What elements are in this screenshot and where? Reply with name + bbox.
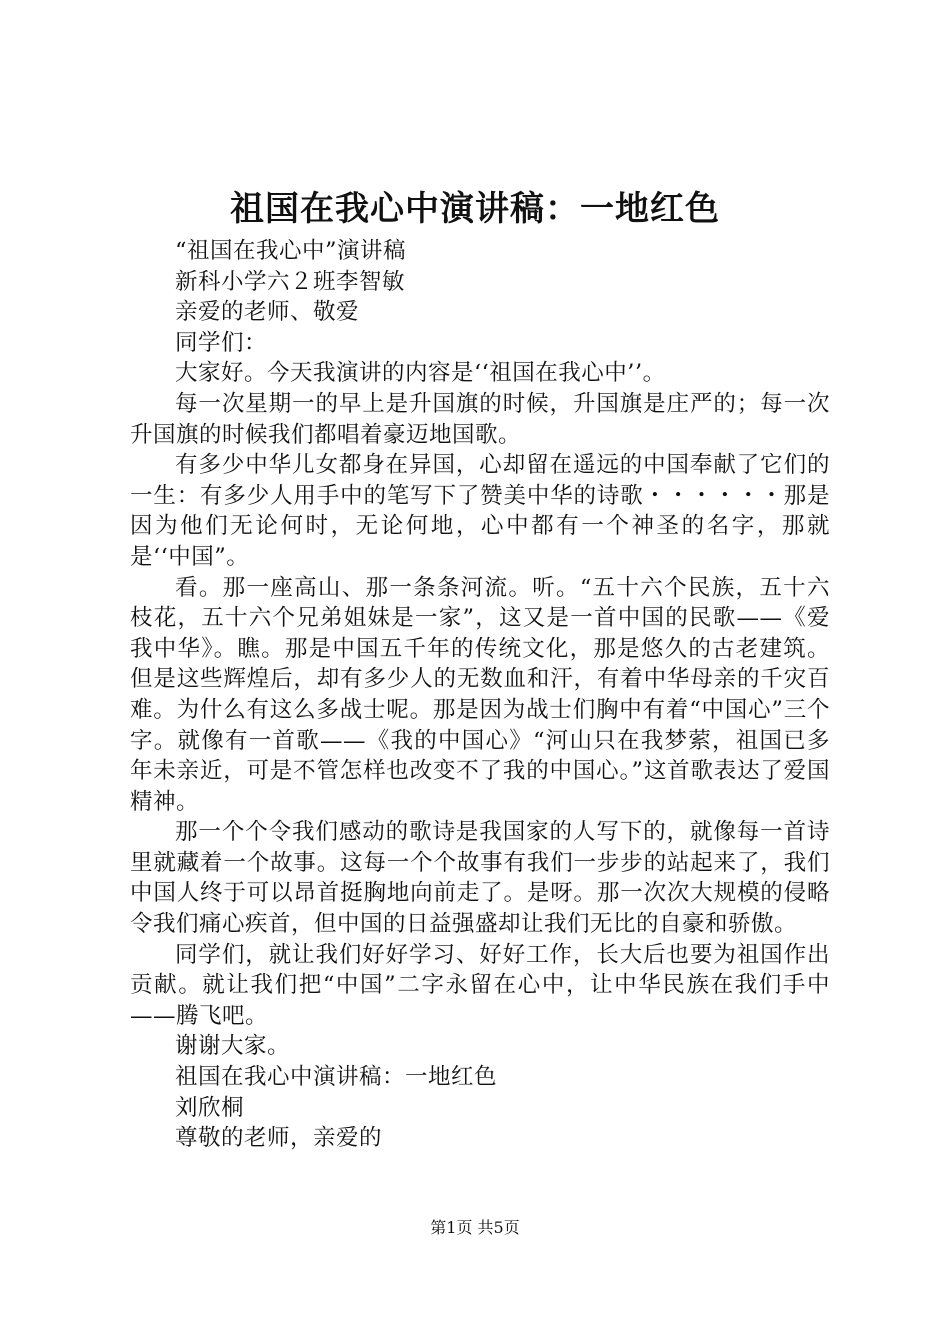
paragraph: 每一次星期一的早上是升国旗的时候，升国旗是庄严的；每一次升国旗的时候我们都唱着豪迈地国歌。: [130, 390, 830, 448]
paragraph: 亲爱的老师、敬爱: [175, 299, 360, 326]
paragraph: 同学们：: [175, 329, 268, 356]
paragraph: 有多少中华儿女都身在异国，心却留在遥远的中国奉献了它们的一生：有多少人用手中的笔写下了赞美中华的诗歌・・・・・・那是因为他们无论何时，无论何地，心中都有一个神圣的名字，那就是‘‘中国”。: [130, 452, 830, 570]
document-body: [130, 236, 830, 1154]
page-number-footer: 第1页 共5页: [430, 1218, 520, 1237]
paragraph: 谢谢大家。: [175, 1033, 291, 1060]
paragraph: 刘欣桐: [175, 1094, 245, 1121]
paragraph: 尊敬的老师，亲爱的: [175, 1125, 383, 1152]
paragraph: 看。那一座高山、那一条条河流。听。“五十六个民族，五十六枝花，五十六个兄弟姐妹是一家”，这又是一首中国的民歌——《爱我中华》。瞧。那是中国五千年的传统文化，那是悠久的古老建筑。但是这些辉煌后，却有多少人的无数血和汗，有着中华母亲的千灾百难。为什么有这么多战士呢。那是因为战士们胸中有着“中国心”三个字。就像有一首歌——《我的中国心》“河山只在我梦萦，祖国已多年未亲近，可是不管怎样也改变不了我的中国心。”这首歌表达了爱国精神。: [130, 574, 830, 815]
document-title: 祖国在我心中演讲稿：一地红色: [230, 189, 720, 229]
paragraph: “祖国在我心中”演讲稿: [175, 238, 407, 264]
paragraph: 同学们，就让我们好好学习、好好工作，长大后也要为祖国作出贡献。就让我们把“中国”二字永留在心中，让中华民族在我们手中——腾飞吧。: [130, 941, 830, 1029]
paragraph: 大家好。今天我演讲的内容是‘‘祖国在我心中’’。: [175, 360, 666, 387]
paragraph: 那一个个令我们感动的歌诗是我国家的人写下的，就像每一首诗里就藏着一个故事。这每一个个故事有我们一步步的站起来了，我们中国人终于可以昂首挺胸地向前走了。是呀。那一次次大规模的侵略令我们痛心疾首，但中国的日益强盛却让我们无比的自豪和骄傲。: [130, 819, 830, 938]
paragraph: 新科小学六２班李智敏: [175, 268, 406, 295]
paragraph: 祖国在我心中演讲稿：一地红色: [175, 1064, 498, 1091]
